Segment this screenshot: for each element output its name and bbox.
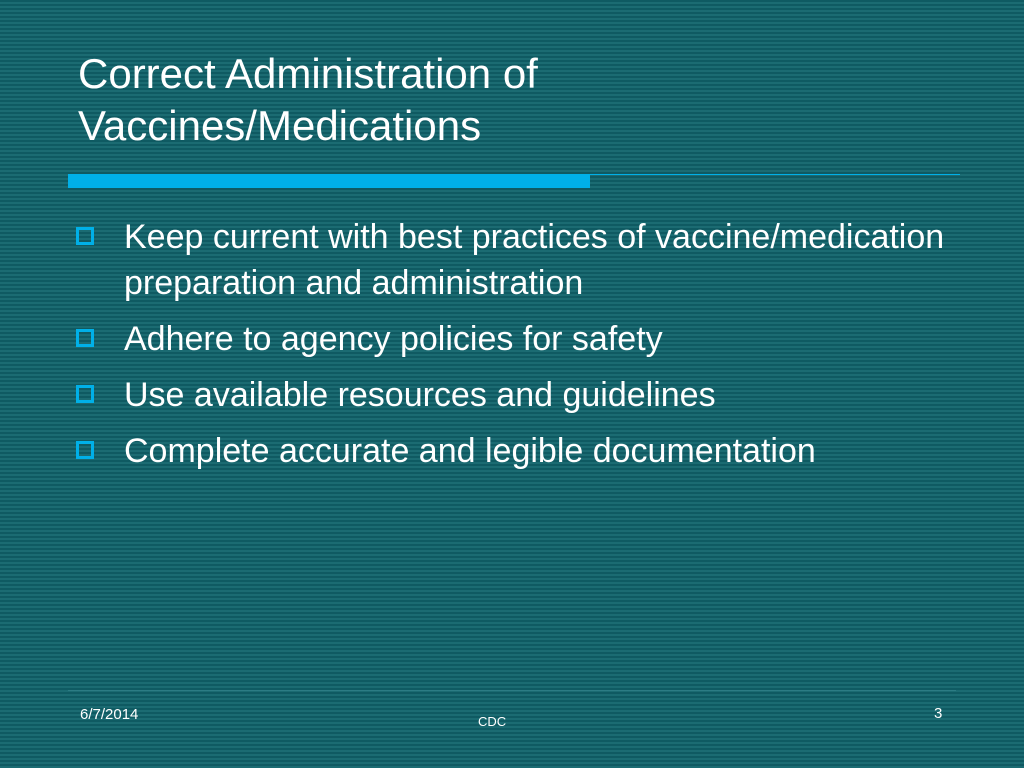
hollow-square-icon [76,441,94,459]
bullet-item [74,214,954,306]
hollow-square-icon [76,227,94,245]
bullet-item [74,428,954,474]
title-divider-thin [590,174,960,175]
bullet-text: Complete accurate and legible documentation [124,432,816,470]
footer-date: 6/7/2014 [80,706,139,723]
bullet-text: Adhere to agency policies for safety [124,320,663,358]
bullet-item [74,372,954,418]
bullet-list [74,214,954,484]
bullet-item [74,316,954,362]
title-divider [68,174,960,188]
slide-title-line-2: Vaccines/Medications [78,102,482,149]
bullet-text: Use available resources and guidelines [124,376,716,414]
footer-divider [68,690,956,691]
slide-title [78,48,958,152]
footer-organization: CDC [478,714,507,729]
hollow-square-icon [76,329,94,347]
title-divider-thick [68,174,590,188]
slide-title-line-1: Correct Administration of [78,50,538,97]
page-number: 3 [934,705,943,722]
hollow-square-icon [76,385,94,403]
bullet-text: Keep current with best practices of vaccine/medication preparation and administration [124,218,945,302]
